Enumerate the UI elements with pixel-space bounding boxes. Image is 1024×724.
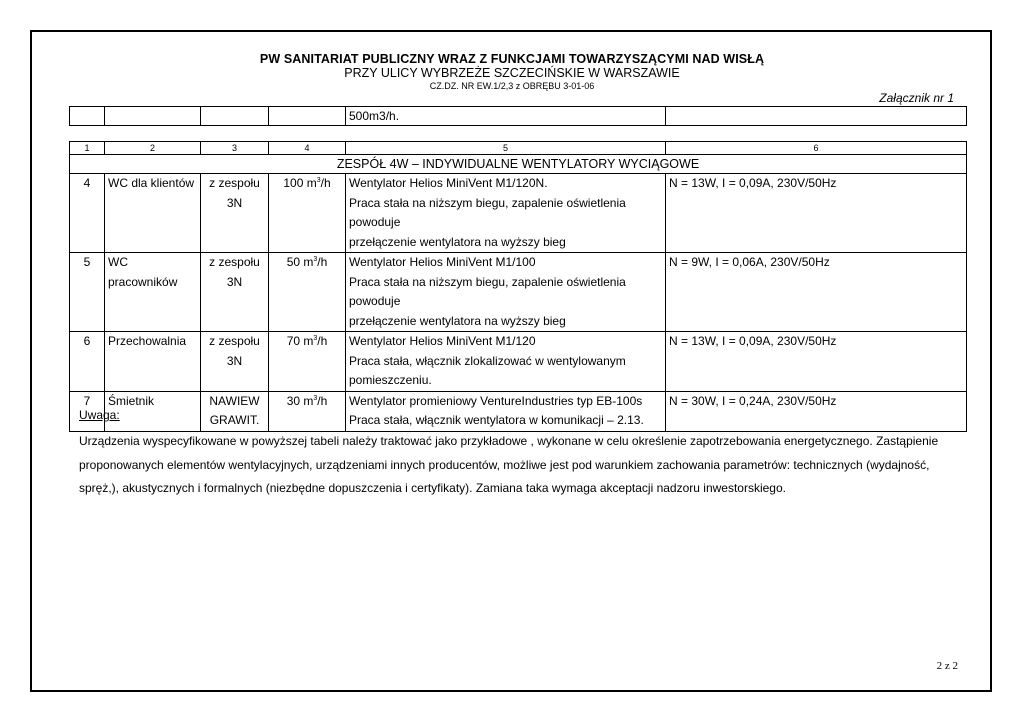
page-number: 2 z 2: [936, 660, 958, 672]
room-name: Śmietnik: [105, 391, 201, 431]
supply-source: z zespołu 3N: [201, 332, 269, 392]
description: Wentylator Helios MiniVent M1/120N. Praca stała na niższym biegu, zapalenie oświetlenia powoduje przełączenie wentylatora na wyższy bieg: [346, 174, 666, 253]
cell: [105, 107, 201, 126]
document-subtitle: PRZY ULICY WYBRZEŻE SZCZECIŃSKIE W WARSZAWIE: [344, 66, 680, 80]
table-row: [70, 174, 967, 253]
column-number: 1: [70, 142, 105, 155]
column-number: 2: [105, 142, 201, 155]
table-row: [70, 107, 967, 126]
table-row: [70, 332, 967, 392]
cell: [70, 107, 105, 126]
group-title: ZESPÓŁ 4W – INDYWIDUALNE WENTYLATORY WYCIĄGOWE: [70, 155, 967, 174]
room-name: WC dla klientów: [105, 174, 201, 253]
document-reference: CZ.DZ. NR EW.1/2,3 z OBRĘBU 3-01-06: [429, 81, 595, 91]
supply-source: z zespołu 3N: [201, 174, 269, 253]
document-title: PW SANITARIAT PUBLICZNY WRAZ Z FUNKCJAMI TOWARZYSZĄCYMI NAD WISŁĄ: [259, 52, 765, 66]
note-body: Urządzenia wyspecyfikowane w powyższej tabeli należy traktować jako przykładowe , wykonane w celu określenie zapotrzebowania energetycznego. Zastąpienie proponowanych elementów wentylacyjnych, urządzeniami innych producentów, możliwe jest pod warunkiem zachowania parametrów: technicznych (wydajność, spręż,), akustycznych i formalnych (niezbędne dopuszczenia i certyfikaty). Zamiana taka wymaga akceptacji nadzoru inwestorskiego.: [79, 434, 939, 495]
cell: [269, 107, 346, 126]
cell: [666, 107, 967, 126]
airflow: 100 $m^3/h$: [269, 174, 346, 253]
electrical-params: N = 9W, I = 0,06A, 230V/50Hz: [666, 253, 967, 332]
row-number: 5: [70, 253, 105, 332]
row-number: 7: [70, 391, 105, 431]
description: Wentylator promieniowy VentureIndustries typ EB-100s Praca stała, włącznik wentylatora w komunikacji – 2.13.: [346, 391, 666, 431]
group-title-row: [70, 155, 967, 174]
room-name: WC pracowników: [105, 253, 201, 332]
room-name: Przechowalnia: [105, 332, 201, 392]
column-number: 3: [201, 142, 269, 155]
airflow: 30 $m^3/h$: [269, 391, 346, 431]
electrical-params: N = 13W, I = 0,09A, 230V/50Hz: [666, 332, 967, 392]
row-number: 4: [70, 174, 105, 253]
note-title: Uwaga:: [79, 408, 120, 422]
table-row: [70, 253, 967, 332]
column-number: 5: [346, 142, 666, 155]
ventilator-table: [69, 141, 967, 432]
column-number: 6: [666, 142, 967, 155]
supply-source: z zespołu 3N: [201, 253, 269, 332]
cell-description: 500m3/h.: [346, 107, 666, 126]
column-number-row: [70, 142, 967, 155]
description: Wentylator Helios MiniVent M1/120 Praca stała, włącznik zlokalizować w wentylowanym pomieszczeniu.: [346, 332, 666, 392]
column-number: 4: [269, 142, 346, 155]
electrical-params: N = 30W, I = 0,24A, 230V/50Hz: [666, 391, 967, 431]
description: Wentylator Helios MiniVent M1/100 Praca stała na niższym biegu, zapalenie oświetlenia powoduje przełączenie wentylatora na wyższy bieg: [346, 253, 666, 332]
table-row: [70, 391, 967, 431]
airflow: 70 $m^3/h$: [269, 332, 346, 392]
electrical-params: N = 13W, I = 0,09A, 230V/50Hz: [666, 174, 967, 253]
airflow: 50 $m^3/h$: [269, 253, 346, 332]
annex-label: Załącznik nr 1: [879, 91, 954, 105]
continuation-table: [69, 106, 967, 126]
row-number: 6: [70, 332, 105, 392]
supply-source: NAWIEW GRAWIT.: [201, 391, 269, 431]
cell: [201, 107, 269, 126]
